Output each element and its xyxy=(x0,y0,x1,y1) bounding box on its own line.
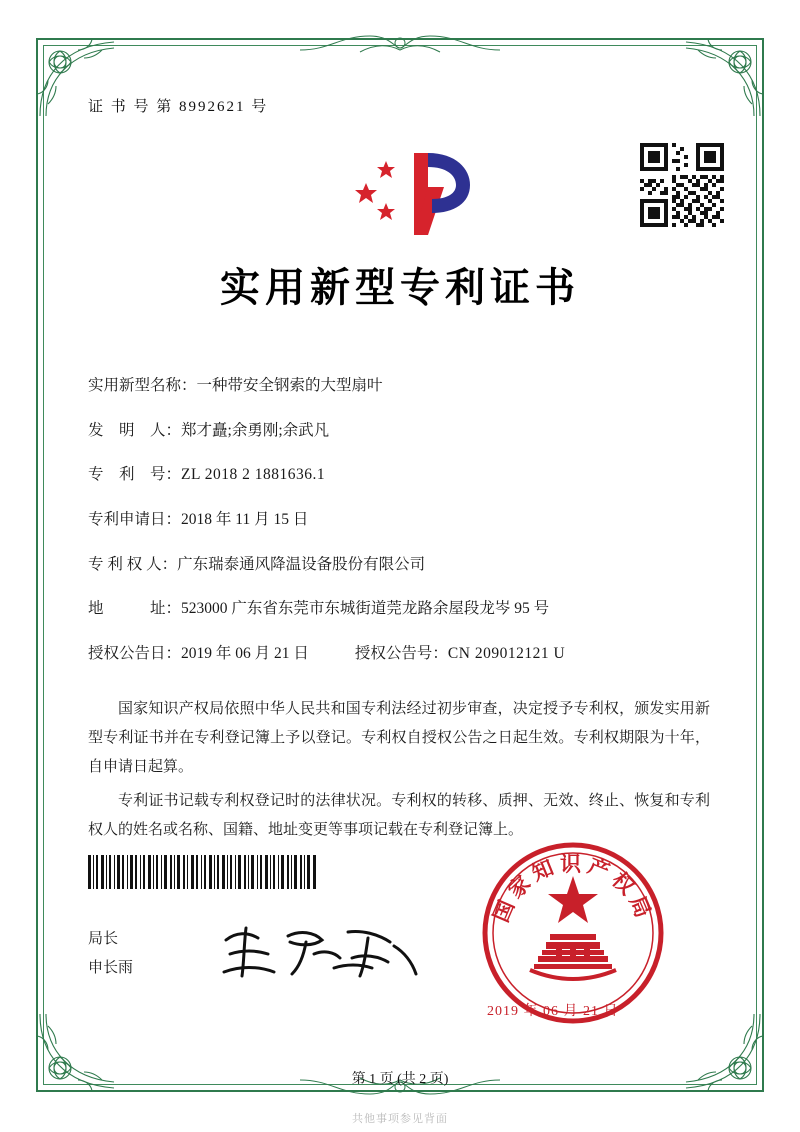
seal-date: 2019 年 06 月 21 日 xyxy=(487,1004,619,1019)
field-value: 一种带安全钢索的大型扇叶 xyxy=(196,377,383,394)
field-value: 523000 广东省东莞市东城街道莞龙路余屋段龙岑 95 号 xyxy=(181,600,550,618)
signature-name: 申长雨 xyxy=(88,959,134,976)
field-label-grant-date: 授权公告日： xyxy=(88,645,182,663)
footer-note: 共他事项参见背面 xyxy=(352,1113,448,1125)
handwritten-signature xyxy=(218,920,428,984)
field-address xyxy=(88,598,730,620)
field-label: 地 址： xyxy=(88,600,182,618)
signature-role-label: 局长 xyxy=(88,931,119,947)
signature-block xyxy=(88,925,133,982)
field-value: 郑才矗;余勇刚;余武凡 xyxy=(181,421,330,439)
field-value: 2018 年 11 月 15 日 xyxy=(181,511,309,529)
field-value: ZL 2018 2 1881636.1 xyxy=(181,466,326,484)
edge-ornament-top xyxy=(300,30,500,56)
certificate-number: 证 书 号 第 8992621 号 xyxy=(88,99,269,115)
cnipa-patent-logo-icon xyxy=(352,143,482,243)
svg-text:国家知识产权局: 国家知识产权局 xyxy=(487,851,659,926)
field-label: 专利申请日： xyxy=(88,511,182,529)
field-value: 广东瑞泰通风降温设备股份有限公司 xyxy=(177,555,426,573)
field-utility-model-name xyxy=(88,375,730,397)
field-inventors xyxy=(88,420,730,442)
field-label: 实用新型名称： xyxy=(88,377,197,394)
field-label: 专 利 号： xyxy=(88,466,182,484)
certificate-content xyxy=(70,95,730,849)
page-title: 实用新型专利证书 xyxy=(220,264,580,311)
field-value-grant-date: 2019 年 06 月 21 日 xyxy=(181,645,309,663)
field-label: 专 利 权 人： xyxy=(88,555,178,573)
field-label: 发 明 人： xyxy=(88,421,182,439)
field-grant-announcement xyxy=(88,643,730,665)
legal-paragraph-1: 国家知识产权局依照中华人民共和国专利法经过初步审查，决定授予专利权，颁发实用新型专利证书并在专利登记簿上予以登记。专利权自授权公告之日起生效。专利权期限为十年，自申请日起算。 xyxy=(88,700,710,776)
field-label-grant-number: 授权公告号： xyxy=(354,645,448,663)
page-indicator: 第 1 页 (共 2 页) xyxy=(351,1072,449,1087)
legal-paragraph-2: 专利证书记载专利权登记时的法律状况。专利权的转移、质押、无效、终止、恢复和专利权人的姓名或名称、国籍、地址变更等事项记载在专利登记簿上。 xyxy=(88,792,710,838)
legal-text xyxy=(70,695,730,845)
qr-code-icon xyxy=(640,143,724,227)
field-list xyxy=(70,375,730,665)
field-value-grant-number: CN 209012121 U xyxy=(447,645,566,663)
field-patentee xyxy=(88,554,730,576)
field-application-date xyxy=(88,509,730,531)
field-patent-number xyxy=(88,464,730,486)
barcode-icon xyxy=(88,855,316,889)
